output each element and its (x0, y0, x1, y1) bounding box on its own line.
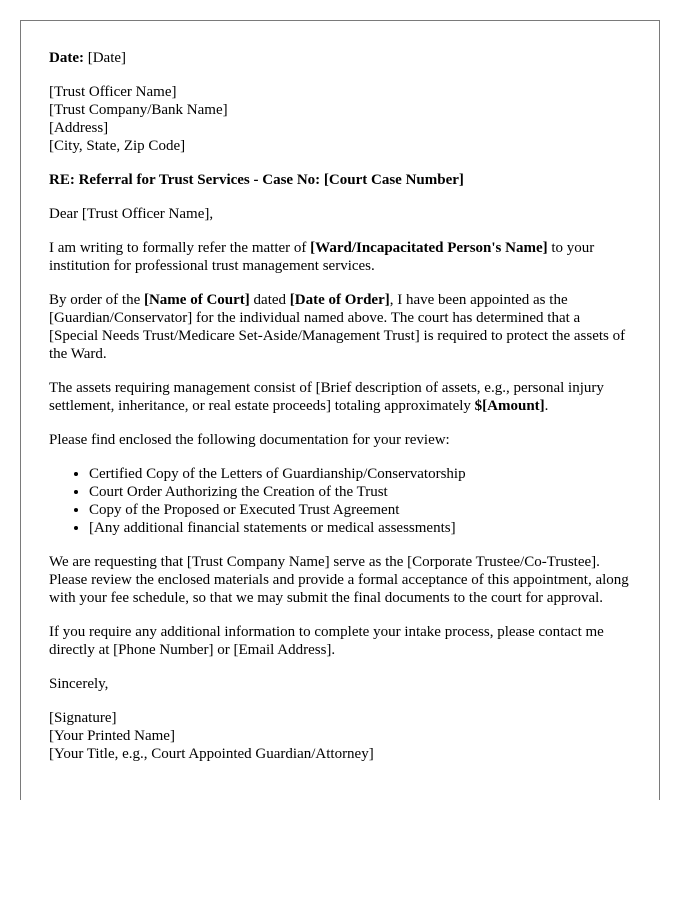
order-date: [Date of Order] (289, 292, 390, 308)
list-item: • [Any additional financial statements or medical assessments] (89, 519, 631, 537)
recipient-address-line: [Address] (49, 120, 109, 136)
paragraph-request: We are requesting that [Trust Company Name] serve as the [Corporate Trustee/Co-Trustee]. Please review the enclosed materials and provide a formal acceptance of this appointment, along with your fee schedule, so that we may submit the final documents to the court for approval. (49, 554, 629, 606)
recipient-name: [Trust Officer Name] (49, 84, 177, 100)
signer-title: [Your Title, e.g., Court Appointed Guardian/Attorney] (49, 746, 374, 762)
enclosures-list (49, 465, 631, 537)
paragraph-contact: If you require any additional information to complete your intake process, please contact me directly at [Phone Number] or [Email Address]. (49, 624, 604, 658)
salutation: Dear [Trust Officer Name], (49, 206, 214, 222)
paragraph-assets (49, 379, 631, 415)
signature-block (49, 709, 631, 763)
date-line (49, 49, 631, 67)
text-run: , I have been appointed as the [Guardian/Conservator] for the individual named above. The court has determined that a [Special Needs Trust/Medicare Set-Aside/Management Trust] is required to protect the assets of the Ward. (49, 292, 626, 362)
text-run: . (544, 398, 549, 414)
court-name: [Name of Court] (143, 292, 250, 308)
paragraph-referral (49, 239, 631, 275)
letter-body (49, 49, 631, 763)
letter-page (20, 20, 660, 800)
recipient-company: [Trust Company/Bank Name] (49, 102, 228, 118)
recipient-city: [City, State, Zip Code] (49, 138, 186, 154)
printed-name: [Your Printed Name] (49, 728, 175, 744)
text-run: dated (249, 292, 290, 308)
paragraph-enclosures-intro: Please find enclosed the following documentation for your review: (49, 432, 450, 448)
text-run: By order of the (49, 292, 144, 308)
text-run: to your institution for professional trust management services. (49, 240, 595, 274)
signature: [Signature] (49, 710, 117, 726)
re-line: RE: Referral for Trust Services - Case No: [Court Case Number] (49, 172, 464, 188)
list-item: • Copy of the Proposed or Executed Trust Agreement (89, 501, 631, 519)
text-run: I am writing to formally refer the matter of (49, 240, 311, 256)
ward-name: [Ward/Incapacitated Person's Name] (310, 240, 548, 256)
recipient-address (49, 83, 631, 155)
date-value: [Date] (83, 50, 127, 66)
text-run: The assets requiring management consist of [Brief description of assets, e.g., personal injury settlement, inheritance, or real estate proceeds] totaling approximately (49, 380, 604, 414)
list-item: • Court Order Authorizing the Creation of the Trust (89, 483, 631, 501)
list-item: • Certified Copy of the Letters of Guardianship/Conservatorship (89, 465, 631, 483)
amount: $[Amount] (474, 398, 545, 414)
closing: Sincerely, (49, 676, 109, 692)
paragraph-court-order (49, 291, 631, 363)
date-label: Date: (49, 50, 84, 66)
